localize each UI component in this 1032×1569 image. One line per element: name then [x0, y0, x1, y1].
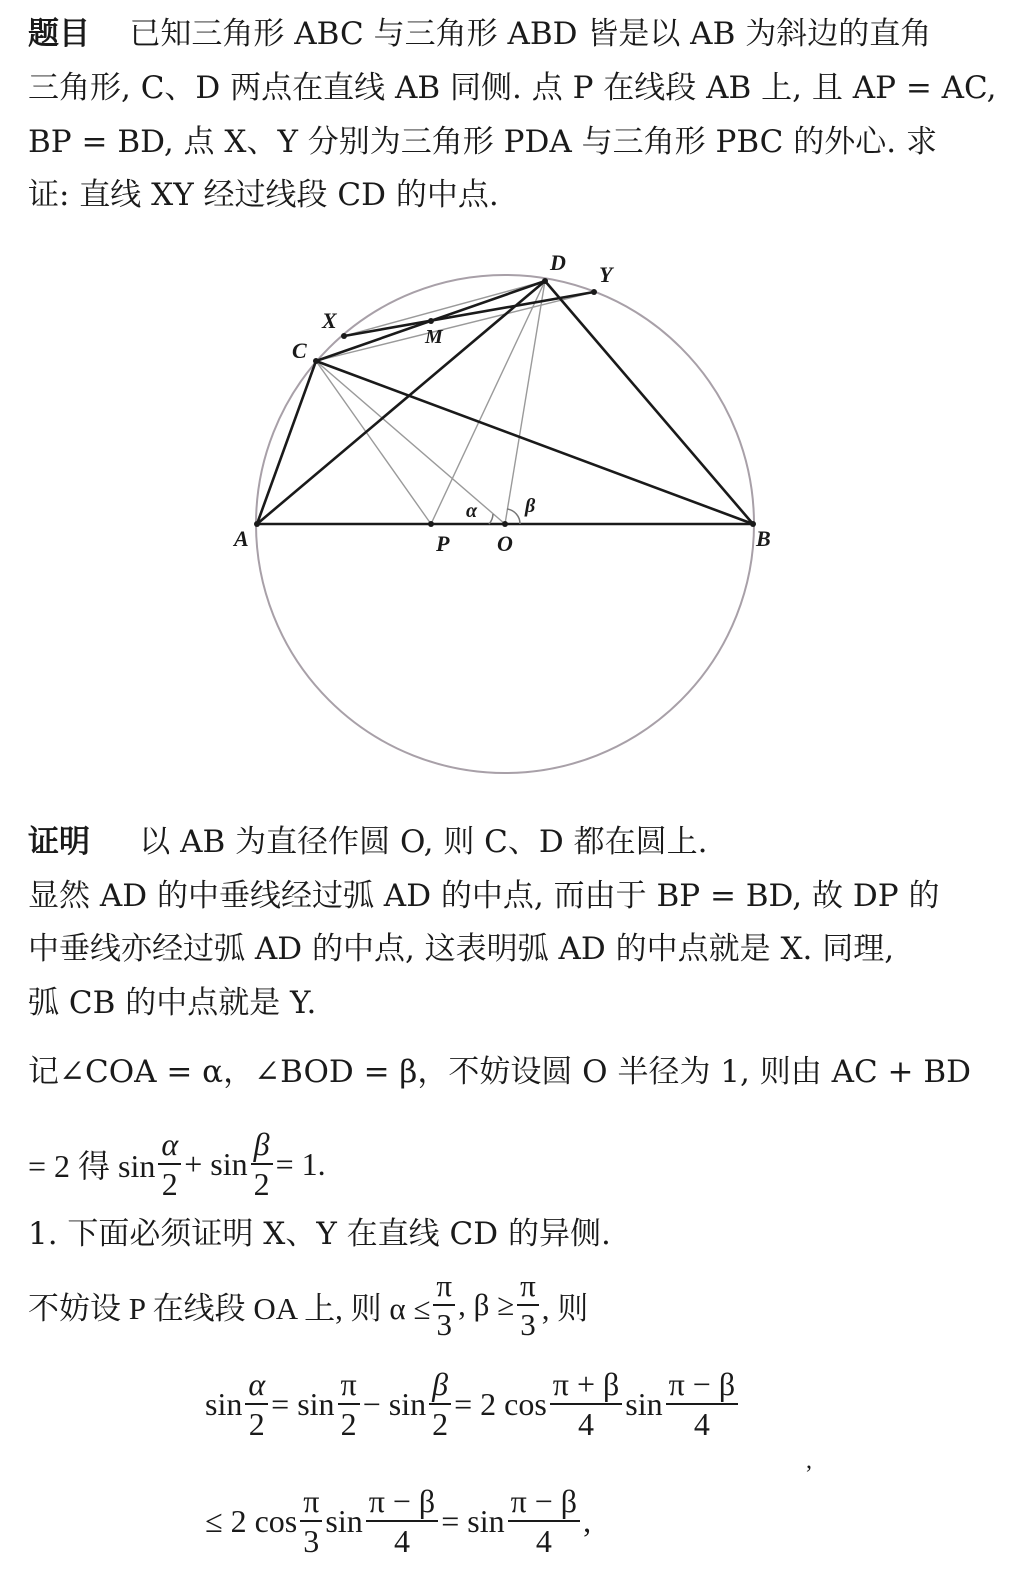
point-x: [341, 333, 347, 339]
proof-text-1: 以 AB 为直径作圆 O, 则 C、D 都在圆上.: [139, 824, 708, 860]
equation-3: ≤ 2 cos $\frac{\pi}{3}$ sin $\frac{\pi - \beta}{4}$ = sin $\frac{\pi - \beta}{4}$ ,: [205, 1483, 592, 1559]
proof-text-2: 显然 AD 的中垂线经过弧 AD 的中点, 而由于 BP = BD, 故 DP 的: [28, 878, 940, 914]
point-o: [502, 521, 508, 527]
proof-text-5: 记∠COA = α，∠BOD = β，不妨设圆 O 半径为 1, 则由 AC + BD: [28, 1054, 972, 1090]
label-alpha: α: [466, 500, 478, 522]
point-y: [591, 289, 597, 295]
frac-alpha-2: $\frac{\alpha}{2}$: [158, 1128, 181, 1200]
proof-heading: 证明: [28, 824, 90, 860]
point-d: [542, 278, 548, 284]
label-y: Y: [599, 262, 613, 287]
equation-1: = 2 得 sin $\frac{\alpha}{2}$ + sin $\frac{\beta}{2}$ = 1.: [28, 1126, 326, 1202]
point-c: [313, 358, 319, 364]
problem-text-1: 已知三角形 ABC 与三角形 ABD 皆是以 AB 为斜边的直角: [129, 16, 932, 52]
frac-pi-3b: $\frac{\pi}{3}$: [517, 1270, 539, 1340]
point-p: [428, 521, 434, 527]
proof-text-3: 中垂线亦经过弧 AD 的中点, 这表明弧 AD 的中点就是 X. 同理,: [28, 931, 895, 967]
point-a: [254, 521, 260, 527]
proof-line-1: [28, 822, 707, 862]
label-p: P: [436, 531, 450, 556]
line-xy: [344, 292, 594, 336]
equation-2: sin $\frac{\alpha}{2}$ = sin $\frac{\pi}{2}$ − sin $\frac{\beta}{2}$ = 2 cos $\frac{\pi + \beta}{4}$ sin $\frac{\pi - \beta}{4}$: [205, 1368, 741, 1440]
problem-text-3: BP = BD, 点 X、Y 分别为三角形 PDA 与三角形 PBC 的外心. 求: [28, 124, 937, 160]
frac-beta-2: $\frac{\beta}{2}$: [251, 1128, 273, 1200]
proof-text-4: 弧 CB 的中点就是 Y.: [28, 985, 317, 1021]
proof-step-1b: 不妨设 P 在线段 OA 上, 则 α ≤ $\frac{\pi}{3}$ , β ≥ $\frac{\pi}{3}$ , 则: [28, 1268, 589, 1342]
line-xd: [344, 281, 545, 336]
label-b: B: [756, 526, 771, 551]
line-cp: [316, 361, 431, 524]
label-x: X: [322, 308, 337, 333]
geometry-figure: [0, 230, 1032, 790]
problem-text-4: 证: 直线 XY 经过线段 CD 的中点.: [28, 177, 499, 213]
problem-line-1: [28, 14, 931, 54]
problem-heading: 题目: [28, 16, 90, 52]
proof-step-1: 1. 下面必须证明 X、Y 在直线 CD 的异侧.: [28, 1216, 611, 1252]
problem-text-2: 三角形, C、D 两点在直线 AB 同侧. 点 P 在线段 AB 上, 且 AP = AC,: [28, 70, 997, 106]
angle-alpha-mark: [489, 514, 493, 524]
label-c: C: [292, 338, 307, 363]
label-d: D: [550, 250, 566, 275]
trailing-comma: ,: [806, 1448, 812, 1474]
label-beta: β: [525, 495, 536, 517]
angle-beta-mark: [507, 509, 520, 524]
line-cy: [316, 292, 594, 361]
label-a: A: [234, 526, 249, 551]
label-o: O: [497, 531, 513, 556]
label-m: M: [425, 326, 443, 348]
point-m: [428, 318, 434, 324]
frac-pi-3a: $\frac{\pi}{3}$: [433, 1270, 455, 1340]
line-do: [505, 281, 545, 524]
